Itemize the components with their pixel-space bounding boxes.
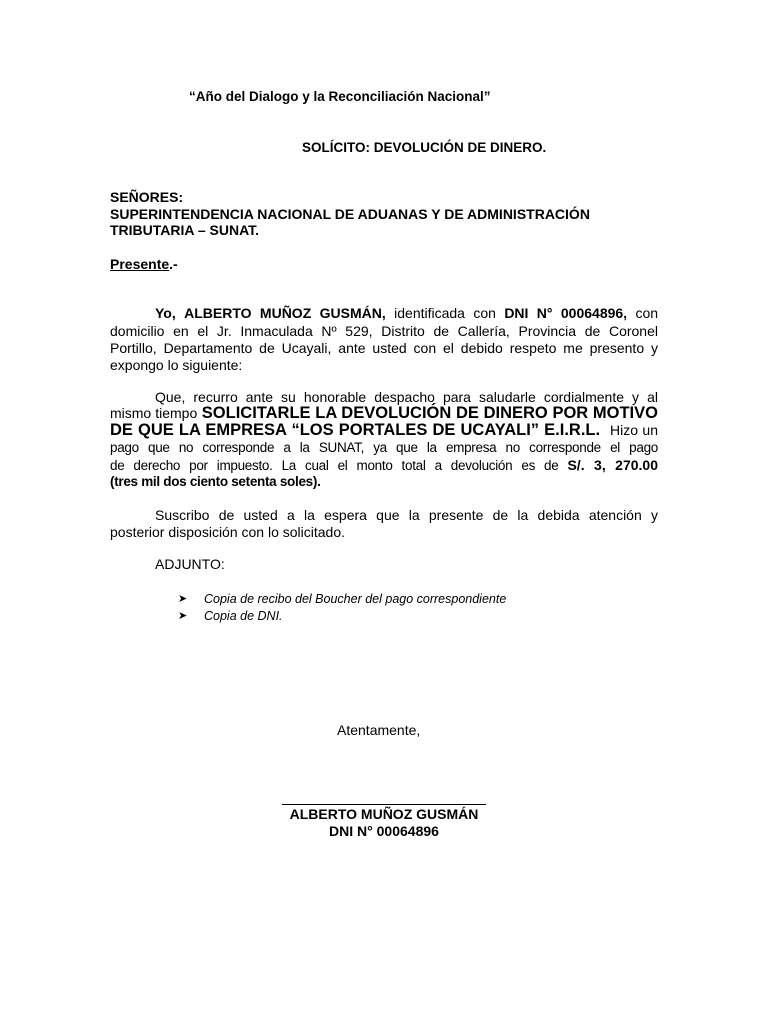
presente-line (110, 256, 178, 272)
para1-line2: domicilio en el Jr. Inmaculada Nº 529, Distrito de Callería, Provincia de Coronel (110, 323, 658, 339)
signer-dni: DNI N° 00064896 (329, 823, 439, 839)
para2-line4: pago que no corresponde a la SUNAT, ya que la empresa no corresponde el pago (110, 440, 658, 455)
attachments-heading: ADJUNTO: (155, 556, 225, 572)
para2-line3 (110, 421, 658, 440)
para1-identified: identificada con (394, 305, 496, 321)
salutation: SEÑORES: (110, 189, 184, 205)
para1-line3: Portillo, Departamento de Ucayali, ante usted con el debido respeto me presento y (110, 340, 658, 356)
year-motto: “Año del Dialogo y la Reconciliación Nacional” (189, 89, 491, 104)
attachment-label: Copia de recibo del Boucher del pago correspondiente (204, 591, 507, 606)
attachment-label: Copia de DNI. (204, 608, 283, 623)
amount-in-words: (tres mil dos ciento setenta soles) (110, 474, 318, 489)
presente-suffix: .- (169, 256, 178, 272)
para2-line5-pre: de derecho por impuesto. La cual el monto total a devolución es de (110, 458, 559, 473)
subject-line: SOLÍCITO: DEVOLUCIÓN DE DINERO. (302, 140, 547, 155)
para3-line2: posterior disposición con lo solicitado. (110, 524, 346, 540)
signer-name: ALBERTO MUÑOZ GUSMÁN (289, 806, 479, 822)
para1-line4: expongo lo siguiente: (110, 357, 243, 373)
para1-dni: DNI N° 00064896, (504, 305, 628, 321)
para2-line5 (110, 457, 658, 473)
signature-line (282, 804, 486, 805)
arrow-bullet-icon: ➤ (178, 610, 188, 622)
attachments-list (178, 590, 506, 624)
para2-line1: Que, recurro ante su honorable despacho para saludarle cordialmente y al (155, 389, 658, 405)
amount: S/. 3, 270.00 (567, 457, 658, 473)
list-item (178, 607, 506, 624)
presente-word: Presente (110, 256, 170, 272)
para2-line6-post: . (317, 474, 321, 489)
para3-line1: Suscribo de usted a la espera que la presente de la debida atención y (155, 507, 658, 523)
arrow-bullet-icon: ➤ (178, 593, 188, 605)
para2-line2-pre: mismo tiempo (110, 405, 198, 421)
para1-name: ALBERTO MUÑOZ GUSMÁN, (184, 305, 386, 321)
addressee-org-line1: SUPERINTENDENCIA NACIONAL DE ADUANAS Y DE ADMINISTRACIÓN (110, 206, 590, 222)
list-item (178, 590, 506, 607)
para1-line1 (155, 305, 658, 321)
para2-line6 (110, 474, 321, 489)
para2-line3-post: Hizo un (610, 422, 659, 438)
para2-line3-bold: DE QUE LA EMPRESA “LOS PORTALES DE UCAYALI” E.I.R.L. (110, 421, 601, 439)
para1-yo: Yo, (155, 305, 176, 321)
closing-regards: Atentamente, (337, 722, 421, 738)
para2-line2-bold: SOLICITARLE LA DEVOLUCIÓN DE DINERO POR MOTIVO (201, 404, 658, 422)
para1-con: con (635, 305, 659, 321)
addressee-org-line2: TRIBUTARIA – SUNAT. (110, 222, 260, 238)
